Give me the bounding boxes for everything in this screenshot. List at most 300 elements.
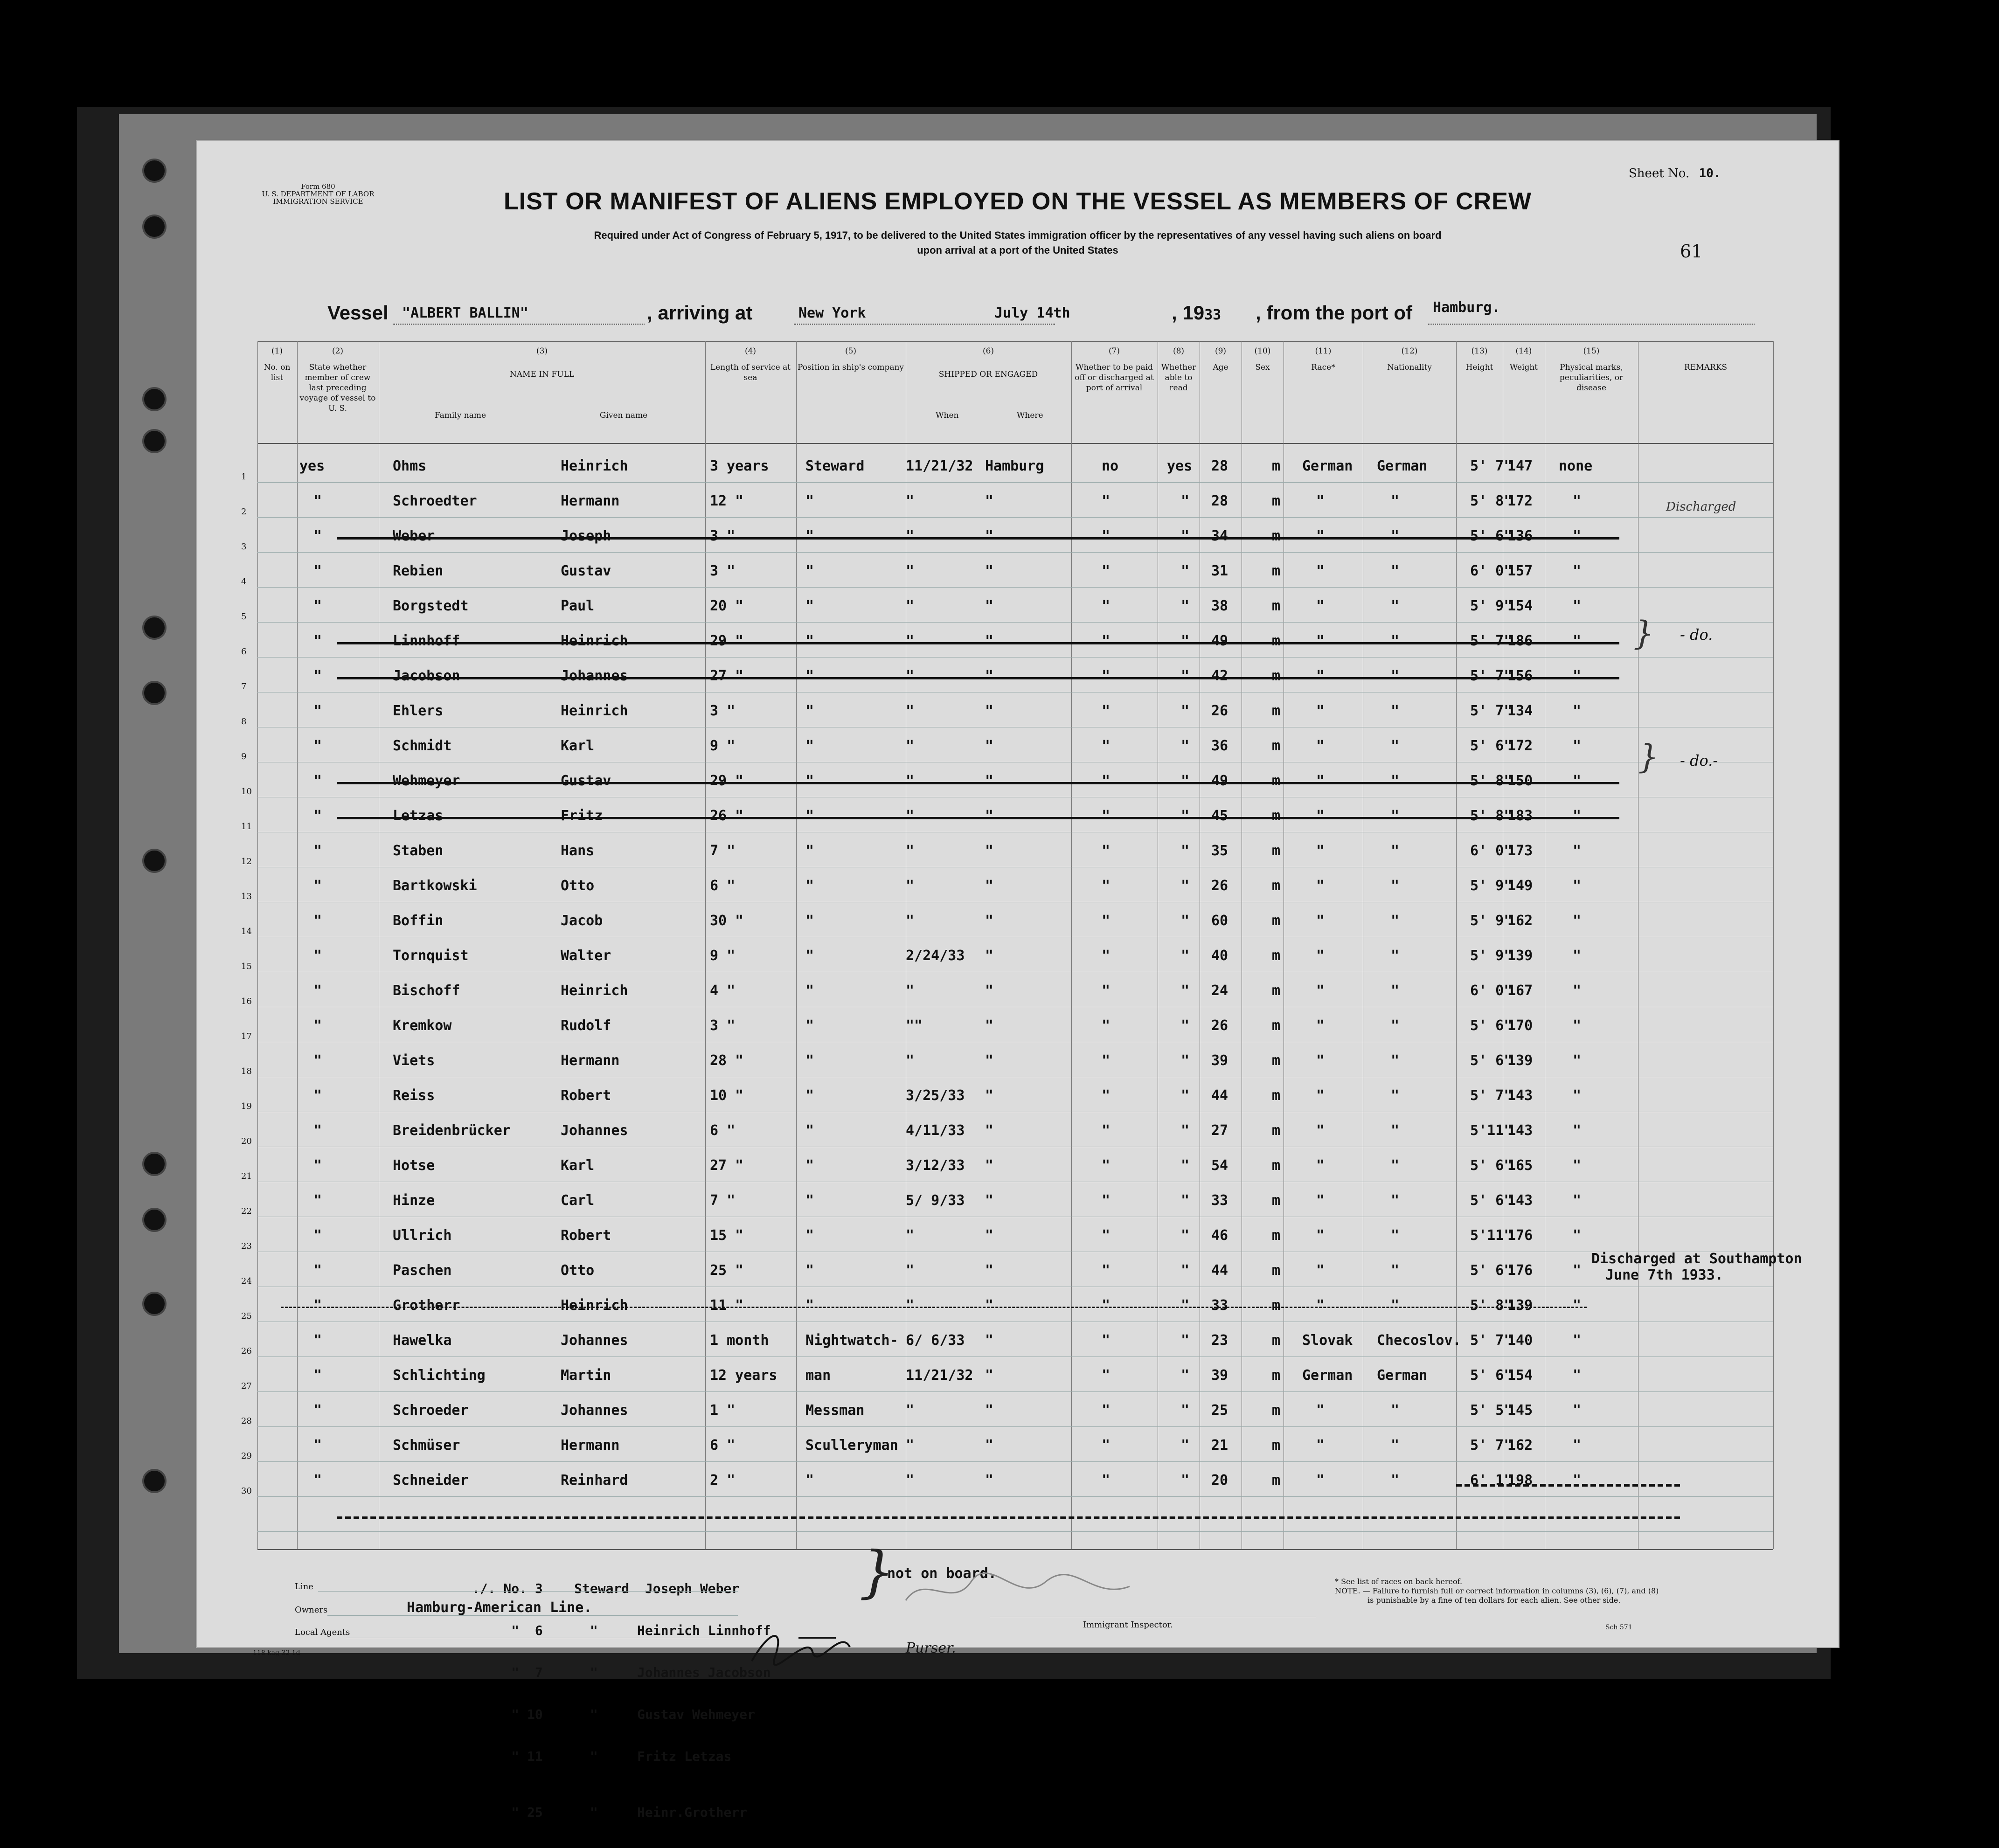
cell-marks: " [1573,1087,1582,1104]
cell-nat: " [1391,1122,1400,1139]
cell-read: " [1181,633,1190,649]
cell-when: 2/24/33 [906,948,965,964]
cell-given: Karl [561,738,595,754]
cell-marks: " [1573,878,1582,894]
cell-sex: m [1272,738,1281,754]
cell-family: Ehlers [393,703,444,719]
column-number: (15) [1583,346,1600,356]
cell-age: 28 [1211,493,1229,509]
cell-prev: " [313,1402,322,1419]
cell-family: Bartkowski [393,878,477,894]
cell-weight: 139 [1507,1297,1533,1314]
column-header: Position in ship's company [797,363,904,372]
remark-do-1: - do. [1680,626,1713,644]
cell-where: " [985,493,994,509]
cell-weight: 173 [1507,843,1533,859]
cell-when: 3/12/33 [906,1157,965,1174]
cell-sex: m [1272,1332,1281,1349]
cell-height: 5' 6" [1470,1367,1513,1384]
cell-where: " [985,1402,994,1419]
remark-discharged: Discharged [1666,500,1736,514]
cell-given: Fritz [561,808,603,824]
cell-given: Johannes [561,1122,628,1139]
cell-family: Schroedter [393,493,477,509]
cell-paid: " [1102,1262,1111,1279]
races-note: * See list of races on back hereof. [1335,1577,1463,1586]
cell-position: Nightwatch- [805,1332,898,1349]
cell-paid: " [1102,668,1111,684]
nob-line-2: " 6 " Heinrich Linnhoff [472,1623,771,1638]
cell-position: " [805,1052,814,1069]
cell-weight: 134 [1507,703,1533,719]
row-rule [257,482,1773,483]
cell-family: Viets [393,1052,435,1069]
cell-position: " [805,1227,814,1244]
row-rule [257,1391,1773,1392]
cell-read: " [1181,563,1190,579]
cell-given: Heinrich [561,458,628,474]
row-rule [257,1531,1773,1532]
cell-weight: 162 [1507,913,1533,929]
cell-family: Kremkow [393,1017,452,1034]
cell-paid: no [1102,458,1119,474]
cell-sex: m [1272,948,1281,964]
cell-sex: m [1272,983,1281,999]
strike-through-line [337,782,1619,784]
cell-weight: 165 [1507,1157,1533,1174]
cell-family: Tornquist [393,948,469,964]
cell-sex: m [1272,1157,1281,1174]
cell-when: " [906,493,915,509]
cell-given: Hans [561,843,595,859]
row-rule [257,657,1773,658]
cell-prev: " [313,1367,322,1384]
nob-line-5: " 11 " Fritz Letzas [472,1749,732,1764]
cell-sex: m [1272,843,1281,859]
cell-service: 1 month [710,1332,769,1349]
cell-given: Martin [561,1367,611,1384]
row-number: 8 [241,717,247,727]
cell-position: " [805,493,814,509]
cell-read: " [1181,773,1190,789]
remark-southampton-date: June 7th 1933. [1605,1267,1723,1283]
cell-given: Heinrich [561,703,628,719]
cell-weight: 167 [1507,983,1533,999]
remark-do-2: - do.- [1680,752,1718,769]
cell-read: " [1181,1472,1190,1488]
column-number: (11) [1315,346,1332,356]
cell-prev: " [313,528,322,544]
cell-age: 24 [1211,983,1229,999]
cell-position: " [805,1262,814,1279]
row-number: 17 [241,1031,252,1041]
cell-height: 6' 0" [1470,843,1513,859]
cell-given: Otto [561,878,595,894]
cell-weight: 198 [1507,1472,1533,1488]
department: U. S. DEPARTMENT OF LABOR [262,190,375,198]
row-number: 28 [241,1416,252,1426]
cell-age: 31 [1211,563,1229,579]
binder-hole [142,681,167,705]
cell-family: Ohms [393,458,427,474]
cell-paid: " [1102,913,1111,929]
cell-service: 27 " [710,668,744,684]
binder-hole [142,215,167,239]
cell-family: Jacobson [393,668,460,684]
cell-paid: " [1102,1192,1111,1209]
cell-prev: " [313,738,322,754]
cell-marks: " [1573,493,1582,509]
cell-position: " [805,878,814,894]
cell-service: 30 " [710,913,744,929]
line-label: Line [295,1582,313,1592]
cell-height: 5' 8" [1470,493,1513,509]
cell-service: 29 " [710,773,744,789]
cell-where: Hamburg [985,458,1044,474]
cell-when: " [906,563,915,579]
cell-when: " [906,1472,915,1488]
cell-nat: Checoslov. [1377,1332,1461,1349]
cell-where: " [985,1262,994,1279]
subtitle-arrival: upon arrival at a port of the United States [917,244,1118,256]
cell-where: " [985,1332,994,1349]
row-rule [257,1461,1773,1462]
cell-family: Letzas [393,808,444,824]
cell-read: " [1181,738,1190,754]
cell-prev: " [313,1052,322,1069]
cell-service: 20 " [710,598,744,614]
cell-height: 5' 7" [1470,458,1513,474]
cell-service: 6 " [710,1437,736,1453]
cell-where: " [985,878,994,894]
cell-weight: 139 [1507,1052,1533,1069]
cell-position: " [805,1297,814,1314]
cell-service: 25 " [710,1262,744,1279]
sheet-number: 10. [1699,166,1721,180]
cell-nat: " [1391,493,1400,509]
fine-note-2: is punishable by a fine of ten dollars for each alien. See other side. [1367,1596,1621,1605]
row-rule [257,552,1773,553]
cell-position: " [805,843,814,859]
cell-service: 7 " [710,843,736,859]
cell-weight: 149 [1507,878,1533,894]
cell-sex: m [1272,528,1281,544]
cell-sex: m [1272,878,1281,894]
nob-line-3: " 7 " Johannes Jacobson [472,1665,771,1680]
print-code-right: Sch 571 [1605,1624,1632,1631]
cell-marks: " [1573,1367,1582,1384]
cell-when: " [906,1052,915,1069]
cell-age: 33 [1211,1297,1229,1314]
column-header: REMARKS [1684,363,1728,372]
cell-marks: " [1573,633,1582,649]
cell-marks: " [1573,1157,1582,1174]
cell-age: 60 [1211,913,1229,929]
cell-weight: 183 [1507,808,1533,824]
cell-age: 26 [1211,1017,1229,1034]
cell-race: " [1316,1472,1325,1488]
cell-race: " [1316,1017,1325,1034]
cell-position: " [805,528,814,544]
cell-prev: " [313,563,322,579]
cell-paid: " [1102,1017,1111,1034]
cell-nat: " [1391,983,1400,999]
cell-service: 15 " [710,1227,744,1244]
cell-sex: m [1272,1122,1281,1139]
cell-race: " [1316,843,1325,859]
cell-age: 49 [1211,773,1229,789]
cell-age: 27 [1211,1122,1229,1139]
cell-race: " [1316,1122,1325,1139]
cell-sex: m [1272,1437,1281,1453]
cell-family: Hawelka [393,1332,452,1349]
cell-family: Weber [393,528,435,544]
cell-weight: 156 [1507,668,1533,684]
cell-weight: 186 [1507,633,1533,649]
cell-height: 6' 1" [1470,1472,1513,1488]
cell-sex: m [1272,1262,1281,1279]
cell-family: Boffin [393,913,444,929]
cell-nat: " [1391,773,1400,789]
cell-position: " [805,598,814,614]
year-suffix: 33 [1204,307,1222,323]
row-number: 12 [241,857,252,866]
cell-marks: " [1573,598,1582,614]
cell-age: 28 [1211,458,1229,474]
cell-age: 25 [1211,1402,1229,1419]
cell-paid: " [1102,1087,1111,1104]
cell-marks: " [1573,1402,1582,1419]
column-number: (9) [1215,346,1227,356]
cell-family: Grotherr [393,1297,460,1314]
cell-height: 5' 7" [1470,633,1513,649]
page-title: LIST OR MANIFEST OF ALIENS EMPLOYED ON THE VESSEL AS MEMBERS OF CREW [504,188,1532,215]
column-header: Whether able to read [1161,363,1196,393]
cell-position: Sculleryman [805,1437,898,1453]
cell-given: Heinrich [561,633,628,649]
cell-paid: " [1102,878,1111,894]
cell-race: " [1316,633,1325,649]
nob-line-6: " 25 " Heinr.Grotherr [472,1805,748,1820]
cell-marks: " [1573,668,1582,684]
row-number: 23 [241,1241,252,1251]
cell-age: 21 [1211,1437,1229,1453]
cell-sex: m [1272,1192,1281,1209]
cell-nat: " [1391,843,1400,859]
cell-service: 6 " [710,878,736,894]
inspector-label: Immigrant Inspector. [1083,1620,1173,1630]
cell-nat: " [1391,1297,1400,1314]
cell-paid: " [1102,1402,1111,1419]
cell-position: " [805,1122,814,1139]
cell-position: " [805,948,814,964]
cell-family: Borgstedt [393,598,469,614]
cell-read: " [1181,1087,1190,1104]
cell-marks: " [1573,703,1582,719]
cell-prev: " [313,878,322,894]
cell-service: 7 " [710,1192,736,1209]
cell-sex: m [1272,1087,1281,1104]
cell-height: 5' 6" [1470,738,1513,754]
cell-where: " [985,738,994,754]
cell-family: Hinze [393,1192,435,1209]
cell-where: " [985,1122,994,1139]
cell-where: " [985,598,994,614]
cell-paid: " [1102,703,1111,719]
strike-through-line [337,677,1619,679]
cell-height: 6' 0" [1470,563,1513,579]
cell-height: 5' 8" [1470,1297,1513,1314]
cell-where: " [985,1297,994,1314]
cell-height: 5' 6" [1470,1262,1513,1279]
end-of-list-line [337,1516,1680,1519]
cell-where: " [985,528,994,544]
cell-race: German [1302,1367,1353,1384]
cell-height: 5'11" [1470,1122,1513,1139]
cell-family: Rebien [393,563,444,579]
cell-family: Wehmeyer [393,773,460,789]
cell-service: 27 " [710,1157,744,1174]
cell-sex: m [1272,458,1281,474]
cell-service: 28 " [710,1052,744,1069]
cell-prev: " [313,1192,322,1209]
column-subheader: Where [1016,411,1043,420]
cell-given: Joseph [561,528,611,544]
cell-prev: " [313,668,322,684]
cell-read: " [1181,1367,1190,1384]
cell-weight: 147 [1507,458,1533,474]
cell-age: 26 [1211,703,1229,719]
cell-when: 11/21/32 [906,458,973,474]
column-header: Physical marks, peculiarities, or disease [1559,363,1624,393]
cell-height: 5' 7" [1470,1437,1513,1453]
cell-age: 39 [1211,1367,1229,1384]
cell-service: 3 " [710,703,736,719]
cell-where: " [985,1087,994,1104]
binder-hole [142,616,167,640]
cell-race: Slovak [1302,1332,1353,1349]
column-header: Race* [1311,363,1335,372]
cell-race: " [1316,878,1325,894]
nob-line-1: ./. No. 3 Steward Joseph Weber [472,1581,740,1596]
cell-paid: " [1102,1122,1111,1139]
remark-southampton: Discharged at Southampton [1591,1251,1802,1267]
cell-age: 45 [1211,808,1229,824]
cell-prev: " [313,1262,322,1279]
cell-service: 1 " [710,1402,736,1419]
cell-service: 26 " [710,808,744,824]
column-divider [297,341,298,1549]
cell-read: " [1181,1332,1190,1349]
cell-position: Messman [805,1402,865,1419]
cell-sex: m [1272,808,1281,824]
cell-prev: " [313,983,322,999]
nob-line-4: " 10 " Gustav Wehmeyer [472,1707,755,1722]
cell-when: " [906,598,915,614]
cell-paid: " [1102,1332,1111,1349]
cell-weight: 172 [1507,493,1533,509]
cell-read: " [1181,983,1190,999]
cell-height: 5' 7" [1470,668,1513,684]
cell-prev: " [313,843,322,859]
row-rule [257,1426,1773,1427]
cell-position: " [805,1017,814,1034]
row-number: 16 [241,997,252,1006]
cell-where: " [985,703,994,719]
arriving-label: , arriving at [647,302,753,324]
cell-family: Schroeder [393,1402,469,1419]
cell-service: 2 " [710,1472,736,1488]
service: IMMIGRATION SERVICE [273,197,363,206]
cell-family: Schneider [393,1472,469,1488]
cell-position: " [805,563,814,579]
column-subheader: Family name [434,411,486,420]
cell-race: " [1316,703,1325,719]
cell-given: Reinhard [561,1472,628,1488]
cell-given: Gustav [561,773,611,789]
binder-hole [142,1208,167,1232]
cell-where: " [985,1192,994,1209]
cell-position: " [805,633,814,649]
row-number: 11 [241,822,252,831]
column-number: (7) [1108,346,1120,356]
cell-read: " [1181,1052,1190,1069]
cell-where: " [985,1227,994,1244]
cell-race: German [1302,458,1353,474]
cell-paid: " [1102,1472,1111,1488]
cell-paid: " [1102,738,1111,754]
row-number: 21 [241,1171,252,1181]
cell-given: Johannes [561,1332,628,1349]
cell-nat: " [1391,563,1400,579]
cell-nat: " [1391,878,1400,894]
cell-prev: " [313,1157,322,1174]
cell-read: " [1181,1017,1190,1034]
cell-height: 5' 6" [1470,1157,1513,1174]
column-subheader: Given name [599,411,648,420]
cell-sex: m [1272,668,1281,684]
row-number: 15 [241,962,252,971]
cell-when: " [906,843,915,859]
cell-given: Otto [561,1262,595,1279]
cell-when: 5/ 9/33 [906,1192,965,1209]
cell-read: " [1181,1122,1190,1139]
cell-when: " [906,703,915,719]
row-number: 10 [241,787,252,796]
cell-given: Karl [561,1157,595,1174]
column-number: (2) [332,346,344,356]
cell-given: Heinrich [561,1297,628,1314]
row-number: 29 [241,1451,252,1461]
cell-height: 5' 5" [1470,1402,1513,1419]
binder-hole [142,849,167,873]
cell-paid: " [1102,598,1111,614]
cell-paid: " [1102,773,1111,789]
cell-prev: " [313,493,322,509]
cell-race: " [1316,738,1325,754]
not-on-board-list [472,1554,771,1848]
cell-prev: " [313,913,322,929]
row-number: 3 [241,542,247,552]
cell-given: Rudolf [561,1017,611,1034]
cell-age: 49 [1211,633,1229,649]
cell-race: " [1316,1262,1325,1279]
cell-position: " [805,913,814,929]
cell-prev: " [313,598,322,614]
cell-age: 42 [1211,668,1229,684]
cell-height: 5' 7" [1470,1087,1513,1104]
cell-nat: " [1391,528,1400,544]
